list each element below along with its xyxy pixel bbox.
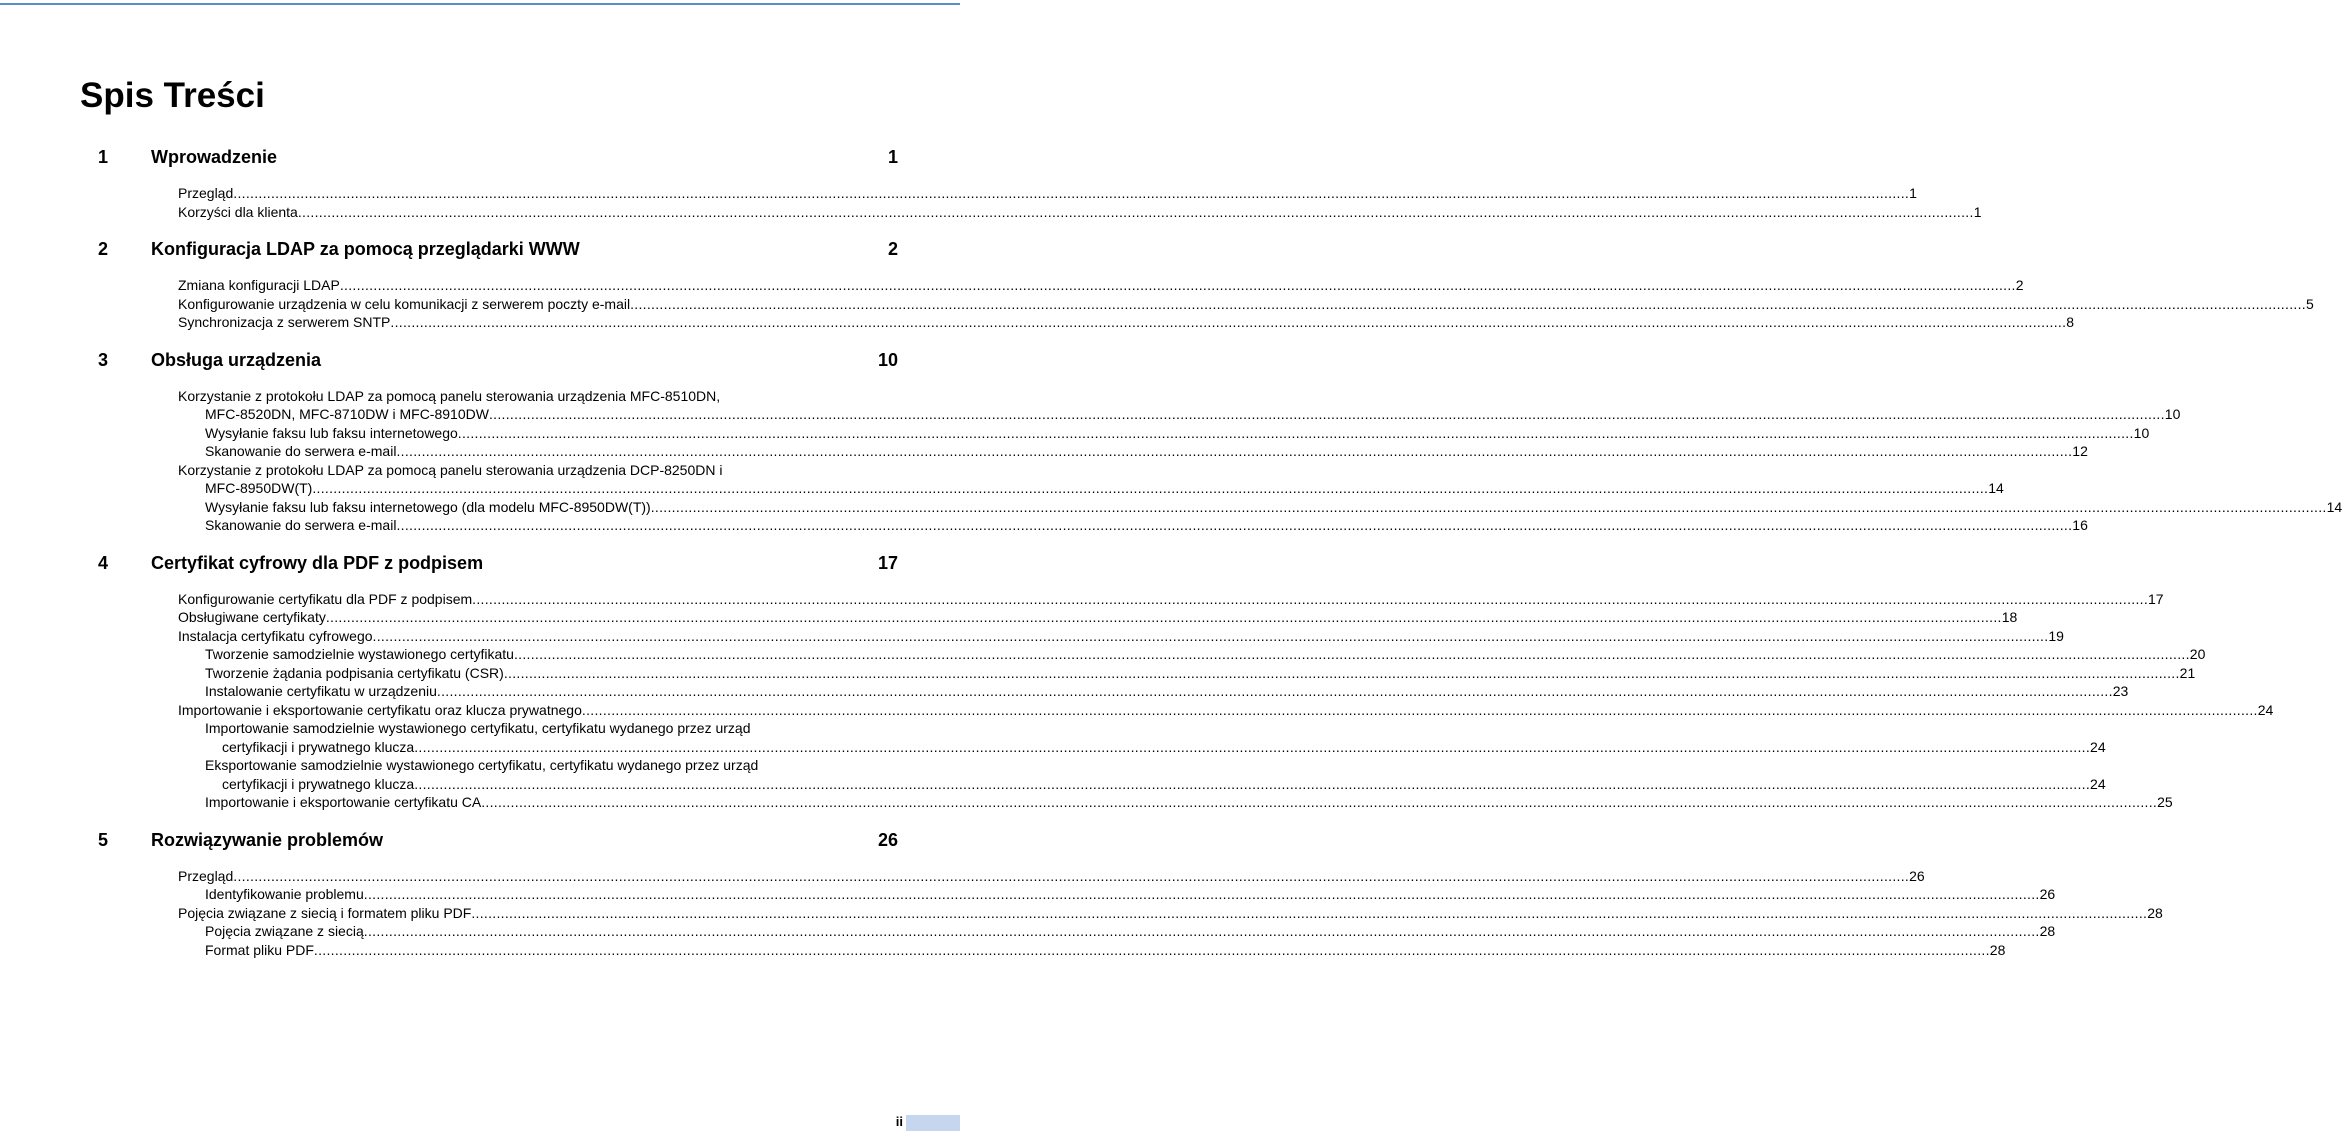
dot-leader: ................................................................................................................................................................................................................................................................................................................................................................................................................ (436, 683, 2113, 699)
toc-entry-page: 26 (1909, 867, 1925, 884)
toc-entry-leader (222, 738, 2090, 757)
dot-leader: ................................................................................................................................................................................................................................................................................................................................................................................................................ (650, 498, 2327, 515)
toc-entry-title: Konfigurowanie urządzenia w celu komunikacji z serwerem poczty e-mail (178, 295, 631, 312)
toc-entry[interactable] (205, 941, 2006, 960)
toc-entry-title: Korzyści dla klienta (178, 203, 298, 220)
toc-entry-title: Identyfikowanie problemu (205, 886, 364, 902)
toc-entry-page: 8 (2066, 314, 2075, 330)
dot-leader: ................................................................................................................................................................................................................................................................................................................................................................................................................ (488, 406, 2165, 422)
chapter-number: 3 (98, 349, 109, 370)
dot-leader: ................................................................................................................................................................................................................................................................................................................................................................................................................ (363, 923, 2040, 939)
toc-entry[interactable] (205, 405, 2181, 424)
toc-entry-page: 26 (2039, 886, 2056, 902)
toc-entry[interactable] (178, 590, 2164, 609)
dot-leader: ................................................................................................................................................................................................................................................................................................................................................................................................................ (471, 904, 2148, 921)
page-number: ii (895, 1114, 903, 1129)
toc-entry[interactable] (205, 498, 2342, 517)
toc-entry-title: Instalowanie certyfikatu w urządzeniu (205, 683, 437, 699)
toc-entry-page: 14 (1988, 480, 2004, 496)
toc-entry[interactable] (178, 203, 1982, 222)
toc-entry-title: Konfigurowanie certyfikatu dla PDF z podpisem (178, 590, 473, 607)
toc-entry-page: 14 (2326, 498, 2342, 515)
dot-leader: ................................................................................................................................................................................................................................................................................................................................................................................................................ (581, 701, 2258, 718)
toc-entry-page: 2 (2015, 277, 2024, 293)
toc-entry-leader (178, 904, 2147, 923)
toc-entry-title: certyfikacji i prywatnego klucza (222, 775, 415, 792)
toc-entry[interactable] (222, 738, 2106, 757)
toc-entry[interactable] (205, 479, 2004, 498)
toc-entry-leader (205, 682, 2113, 701)
toc-entry-title: Instalacja certyfikatu cyfrowego (178, 627, 373, 644)
toc-entry-page: 28 (1989, 941, 2006, 958)
toc-entry-leader (205, 498, 2327, 517)
toc-entry-title: MFC-8950DW(T) (205, 480, 313, 496)
toc-entry-leader (178, 203, 1974, 222)
toc-entry[interactable] (205, 645, 2206, 664)
toc-entry-page: 17 (2148, 590, 2164, 607)
toc-entry-page: 24 (2257, 701, 2274, 718)
toc-entry-title: Przegląd (178, 867, 234, 884)
toc-entry-leader (205, 405, 2165, 424)
toc-entry-leader (178, 701, 2258, 720)
toc-entry-leader (178, 295, 2306, 314)
toc-entry-line[interactable]: Korzystanie z protokołu LDAP za pomocą panelu sterowania urządzenia MFC-8510DN, (178, 387, 721, 404)
toc-entry[interactable] (178, 295, 2314, 314)
toc-entry-page: 25 (2157, 794, 2173, 810)
toc-entry[interactable] (205, 885, 2056, 904)
chapter-number: 5 (98, 829, 109, 850)
toc-entry-title: Wysyłanie faksu lub faksu internetowego (205, 424, 458, 441)
dot-leader: ................................................................................................................................................................................................................................................................................................................................................................................................................ (233, 867, 1910, 884)
toc-entry-leader (178, 608, 2002, 627)
toc-entry-title: Skanowanie do serwera e-mail (205, 517, 397, 533)
chapter-heading[interactable] (98, 830, 898, 858)
chapter-page: 1 (887, 147, 898, 167)
dot-leader: ................................................................................................................................................................................................................................................................................................................................................................................................................ (630, 295, 2306, 312)
toc-entry-leader (178, 867, 1909, 886)
chapter-heading[interactable] (98, 350, 898, 378)
dot-leader: ................................................................................................................................................................................................................................................................................................................................................................................................................ (513, 646, 2190, 662)
toc-entry-page: 23 (2112, 683, 2129, 699)
toc-entry-page: 28 (2147, 904, 2163, 921)
toc-entry[interactable] (178, 276, 2024, 295)
toc-entry[interactable] (178, 627, 2064, 646)
chapter-title: Konfiguracja LDAP za pomocą przeglądarki WWW (151, 239, 580, 259)
chapter-heading[interactable] (98, 239, 898, 267)
chapter-page: 10 (877, 349, 898, 370)
toc-entry-page: 20 (2189, 646, 2206, 662)
toc-entry[interactable] (205, 424, 2150, 443)
toc-entry-page: 10 (2164, 406, 2181, 422)
toc-entry-title: Przegląd (178, 185, 234, 201)
toc-entry-title: certyfikacji i prywatnego klucza (222, 738, 415, 755)
toc-entry-title: Wysyłanie faksu lub faksu internetowego (dla modelu MFC-8950DW(T)) (205, 498, 651, 515)
toc-entry-leader (205, 479, 1988, 498)
chapter-number: 4 (98, 552, 109, 573)
toc-entry-leader (205, 645, 2190, 664)
toc-entry-title: Obsługiwane certyfikaty (178, 609, 326, 625)
toc-entry-page: 12 (2072, 443, 2088, 459)
toc-entry-page: 24 (2090, 775, 2106, 792)
chapter-title: Wprowadzenie (151, 147, 278, 167)
dot-leader: ................................................................................................................................................................................................................................................................................................................................................................................................................ (396, 443, 2073, 459)
toc-entry[interactable] (205, 664, 2196, 683)
toc-entry[interactable] (178, 184, 1917, 203)
chapter-page: 26 (877, 829, 898, 850)
toc-entry-leader (205, 922, 2040, 941)
toc-entry-leader (178, 313, 2066, 332)
toc-entry[interactable] (178, 608, 2018, 627)
toc-entry-page: 5 (2305, 295, 2314, 312)
toc-entry-line[interactable]: Korzystanie z protokołu LDAP za pomocą panelu sterowania urządzenia DCP-8250DN i (178, 461, 723, 478)
dot-leader: ................................................................................................................................................................................................................................................................................................................................................................................................................ (457, 424, 2134, 441)
toc-entry[interactable] (222, 775, 2106, 794)
toc-entry-title: Tworzenie samodzielnie wystawionego certyfikatu (205, 646, 514, 662)
chapter-title: Rozwiązywanie problemów (151, 829, 384, 850)
dot-leader: ................................................................................................................................................................................................................................................................................................................................................................................................................ (472, 590, 2149, 607)
toc-entry-leader (178, 184, 1909, 203)
toc-entry[interactable] (205, 922, 2056, 941)
toc-entry[interactable] (178, 701, 2274, 720)
toc-entry-page: 16 (2072, 517, 2088, 533)
toc-entry-leader (205, 941, 1990, 960)
toc-entry-leader (205, 516, 2072, 535)
toc-entry[interactable] (205, 682, 2129, 701)
dot-leader: ................................................................................................................................................................................................................................................................................................................................................................................................................ (390, 314, 2067, 330)
toc-entry-page: 1 (1909, 185, 1917, 201)
dot-leader: ................................................................................................................................................................................................................................................................................................................................................................................................................ (396, 517, 2073, 533)
dot-leader: ................................................................................................................................................................................................................................................................................................................................................................................................................ (372, 627, 2049, 644)
table-of-contents (98, 147, 2342, 977)
toc-entry-title: Pojęcia związane z siecią (205, 923, 364, 939)
chapter-number: 2 (98, 239, 109, 259)
chapter-4 (98, 552, 2274, 812)
dot-leader: ................................................................................................................................................................................................................................................................................................................................................................................................................ (339, 277, 2016, 293)
dot-leader: ................................................................................................................................................................................................................................................................................................................................................................................................................ (312, 480, 1989, 496)
toc-entry-title: Synchronizacja z serwerem SNTP (178, 314, 391, 330)
toc-entry[interactable] (178, 313, 2075, 332)
toc-entry-leader (178, 590, 2148, 609)
dot-leader: ................................................................................................................................................................................................................................................................................................................................................................................................................ (363, 886, 2040, 902)
toc-entry-leader (205, 664, 2180, 683)
chapter-2 (98, 239, 2314, 332)
dot-leader: ................................................................................................................................................................................................................................................................................................................................................................................................................ (503, 664, 2180, 681)
chapter-page: 17 (877, 552, 898, 573)
top-rule (0, 3, 960, 5)
dot-leader: ................................................................................................................................................................................................................................................................................................................................................................................................................ (414, 775, 2091, 792)
toc-entry-page: 18 (2001, 609, 2018, 625)
toc-entry[interactable] (205, 516, 2088, 535)
chapter-number: 1 (98, 147, 109, 167)
toc-entry-leader (178, 276, 2016, 295)
dot-leader: ................................................................................................................................................................................................................................................................................................................................................................................................................ (325, 609, 2002, 625)
toc-entry-title: Zmiana konfiguracji LDAP (178, 277, 340, 293)
toc-entry-line[interactable]: Eksportowanie samodzielnie wystawionego certyfikatu, certyfikatu wydanego przez urząd (205, 757, 759, 773)
toc-entry-title: Tworzenie żądania podpisania certyfikatu (CSR) (205, 664, 504, 681)
toc-entry-page: 24 (2090, 738, 2106, 755)
dot-leader: ................................................................................................................................................................................................................................................................................................................................................................................................................ (233, 185, 1910, 201)
toc-entry-title: Format pliku PDF (205, 941, 314, 958)
dot-leader: ................................................................................................................................................................................................................................................................................................................................................................................................................ (297, 203, 1974, 220)
toc-entry-title: Importowanie i eksportowanie certyfikatu oraz klucza prywatnego (178, 701, 582, 718)
toc-entry[interactable] (178, 904, 2163, 923)
toc-entry-page: 19 (2048, 627, 2064, 644)
toc-entry-leader (178, 627, 2048, 646)
dot-leader: ................................................................................................................................................................................................................................................................................................................................................................................................................ (481, 794, 2158, 810)
dot-leader: ................................................................................................................................................................................................................................................................................................................................................................................................................ (313, 941, 1990, 958)
toc-entry-page: 21 (2179, 664, 2196, 681)
toc-entry-title: Importowanie i eksportowanie certyfikatu CA (205, 794, 482, 810)
toc-entry-page: 28 (2039, 923, 2056, 939)
chapter-title: Certyfikat cyfrowy dla PDF z podpisem (151, 552, 484, 573)
toc-entry-page: 10 (2133, 424, 2150, 441)
toc-entry-title: Skanowanie do serwera e-mail (205, 443, 397, 459)
toc-entry-page: 1 (1973, 203, 1982, 220)
toc-entry-title: MFC-8520DN, MFC-8710DW i MFC-8910DW (205, 406, 489, 422)
chapter-heading[interactable] (98, 553, 898, 581)
toc-entry-leader (205, 793, 2157, 812)
toc-entry[interactable] (205, 793, 2173, 812)
toc-entry[interactable] (178, 867, 1925, 886)
toc-entry-leader (205, 424, 2134, 443)
footer-tab (906, 1115, 960, 1131)
toc-entry-leader (205, 442, 2072, 461)
chapter-page: 2 (887, 239, 898, 259)
chapter-5 (98, 829, 2163, 960)
toc-entry-leader (222, 775, 2090, 794)
toc-entry-leader (205, 885, 2040, 904)
page-title: Spis Treści (80, 76, 265, 115)
toc-entry[interactable] (205, 442, 2088, 461)
chapter-3 (98, 349, 2342, 535)
dot-leader: ................................................................................................................................................................................................................................................................................................................................................................................................................ (414, 738, 2091, 755)
chapter-1 (98, 147, 1982, 221)
toc-entry-line[interactable]: Importowanie samodzielnie wystawionego certyfikatu, certyfikatu wydanego przez urząd (205, 720, 751, 736)
chapter-title: Obsługa urządzenia (151, 349, 322, 370)
toc-entry-title: Pojęcia związane z siecią i formatem pliku PDF (178, 904, 472, 921)
chapter-heading[interactable] (98, 147, 898, 175)
